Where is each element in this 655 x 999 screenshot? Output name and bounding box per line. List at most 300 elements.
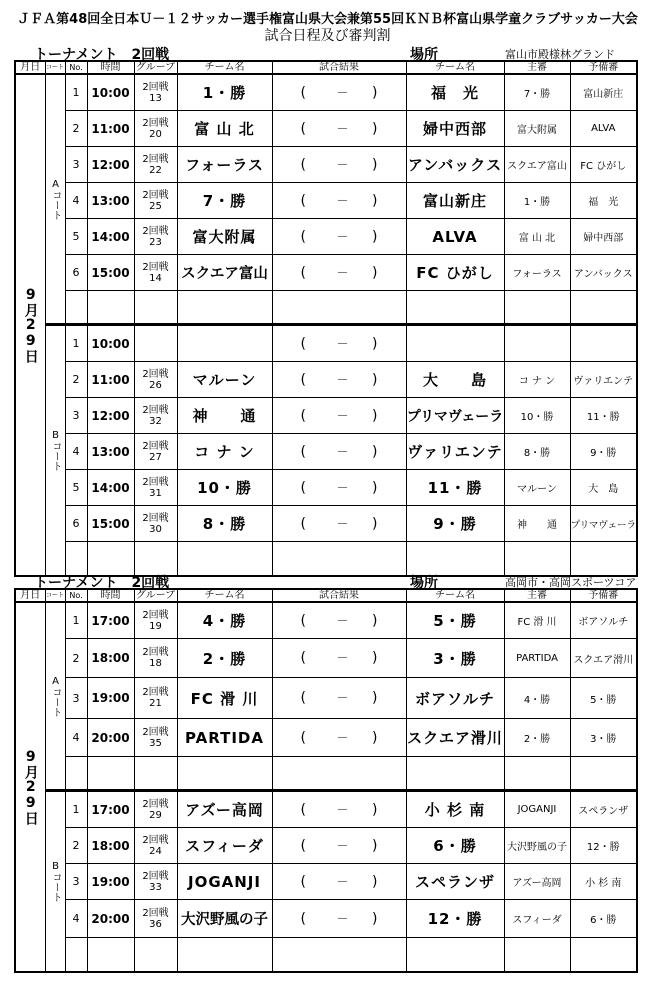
match-row <box>15 325 637 362</box>
team-b: 3・勝 <box>406 639 504 678</box>
team-b: 婦中西部 <box>406 111 504 147</box>
match-group-text: 2回戦13 <box>142 81 169 104</box>
empty-cell <box>87 291 134 325</box>
result-open-paren: ( <box>300 873 306 890</box>
header-team-a: チーム名 <box>177 589 272 602</box>
team-a: アズー高岡 <box>177 791 272 828</box>
result-close-paren: ) <box>372 729 378 746</box>
match-group <box>134 506 177 542</box>
match-number: 3 <box>65 864 87 900</box>
result-open-paren: ( <box>300 801 306 818</box>
result-open-paren: ( <box>300 192 306 209</box>
match-result[interactable] <box>272 470 406 506</box>
place-label: 場所 <box>410 575 438 591</box>
empty-cell <box>272 291 406 325</box>
match-group-text: 2回戦26 <box>142 368 169 391</box>
court-label: Aコート <box>45 602 65 791</box>
empty-cell <box>177 938 272 972</box>
team-a: JOGANJI <box>177 864 272 900</box>
result-close-paren: ) <box>372 192 378 209</box>
empty-cell <box>134 291 177 325</box>
match-result[interactable] <box>272 719 406 757</box>
match-number: 2 <box>65 639 87 678</box>
match-row <box>15 506 637 542</box>
match-row <box>15 470 637 506</box>
header-date: 月日 <box>15 61 45 74</box>
empty-cell <box>272 757 406 791</box>
result-dash: － <box>336 874 349 889</box>
tournament-label: トーナメント 2回戦 <box>34 575 170 591</box>
referee: FC 滑 川 <box>504 602 570 639</box>
result-open-paren: ( <box>300 612 306 629</box>
match-group <box>134 791 177 828</box>
result-open-paren: ( <box>300 228 306 245</box>
match-group-text: 2回戦18 <box>142 647 169 669</box>
match-number: 3 <box>65 678 87 719</box>
kickoff-time: 10:00 <box>87 325 134 362</box>
match-group-text: 2回戦29 <box>142 798 169 821</box>
empty-cell <box>177 291 272 325</box>
team-a: PARTIDA <box>177 719 272 757</box>
kickoff-time: 17:00 <box>87 602 134 639</box>
team-a: スクエア富山 <box>177 255 272 291</box>
reserve-referee: スペランザ <box>570 791 637 828</box>
referee: マルーン <box>504 470 570 506</box>
kickoff-time: 10:00 <box>87 74 134 111</box>
team-a: スフィーダ <box>177 828 272 864</box>
match-result[interactable] <box>272 864 406 900</box>
team-a: 神 通 <box>177 398 272 434</box>
court-label: Bコート <box>45 325 65 576</box>
match-number: 4 <box>65 900 87 938</box>
kickoff-time: 19:00 <box>87 678 134 719</box>
result-open-paren: ( <box>300 729 306 746</box>
result-dash: － <box>336 408 349 423</box>
result-open-paren: ( <box>300 690 306 706</box>
referee: 神 通 <box>504 506 570 542</box>
referee: 7・勝 <box>504 74 570 111</box>
team-b: スクエア滑川 <box>406 719 504 757</box>
result-dash: － <box>336 838 349 853</box>
match-number: 4 <box>65 183 87 219</box>
team-b: プリマヴェーラ <box>406 398 504 434</box>
match-number: 1 <box>65 602 87 639</box>
match-row <box>15 791 637 828</box>
empty-cell <box>65 291 87 325</box>
blank-row <box>15 757 637 791</box>
header-court: コート <box>45 61 65 74</box>
result-dash: － <box>336 157 349 172</box>
kickoff-time: 18:00 <box>87 639 134 678</box>
referee: 8・勝 <box>504 434 570 470</box>
kickoff-time: 12:00 <box>87 398 134 434</box>
match-group <box>134 325 177 362</box>
match-group-text: 2回戦33 <box>142 870 169 893</box>
reserve-referee: 富山新庄 <box>570 74 637 111</box>
empty-cell <box>134 757 177 791</box>
match-result[interactable] <box>272 434 406 470</box>
referee: 2・勝 <box>504 719 570 757</box>
team-b: 富山新庄 <box>406 183 504 219</box>
result-dash: － <box>336 690 349 705</box>
result-close-paren: ) <box>372 407 378 424</box>
match-row <box>15 219 637 255</box>
match-result[interactable] <box>272 325 406 362</box>
result-dash: － <box>336 516 349 531</box>
result-close-paren: ) <box>372 335 378 352</box>
match-group-text: 2回戦20 <box>142 117 169 140</box>
team-b <box>406 325 504 362</box>
match-group-text: 2回戦24 <box>142 834 169 857</box>
empty-cell <box>406 542 504 576</box>
match-number: 5 <box>65 219 87 255</box>
match-number: 2 <box>65 828 87 864</box>
match-group <box>134 398 177 434</box>
match-row <box>15 183 637 219</box>
empty-cell <box>570 938 637 972</box>
blank-row <box>15 291 637 325</box>
header-result: 試合結果 <box>272 61 406 74</box>
match-group <box>134 111 177 147</box>
empty-cell <box>504 542 570 576</box>
match-result[interactable] <box>272 74 406 111</box>
result-dash: － <box>336 265 349 280</box>
header-team-b: チーム名 <box>406 61 504 74</box>
result-dash: － <box>336 372 349 387</box>
result-dash: － <box>336 480 349 495</box>
team-b: 福 光 <box>406 74 504 111</box>
result-close-paren: ) <box>372 156 378 173</box>
team-a: 10・勝 <box>177 470 272 506</box>
reserve-referee: 小 杉 南 <box>570 864 637 900</box>
team-a <box>177 325 272 362</box>
match-result[interactable] <box>272 828 406 864</box>
result-open-paren: ( <box>300 120 306 137</box>
schedule-table <box>14 588 638 973</box>
header-ref: 主審 <box>504 589 570 602</box>
team-a: 富大附属 <box>177 219 272 255</box>
kickoff-time: 20:00 <box>87 719 134 757</box>
referee <box>504 325 570 362</box>
team-a: 富 山 北 <box>177 111 272 147</box>
match-group-text: 2回戦22 <box>142 153 169 176</box>
blank-row <box>15 938 637 972</box>
match-group <box>134 362 177 398</box>
match-date: 9月29日 <box>15 602 45 972</box>
reserve-referee: ボアソルチ <box>570 602 637 639</box>
result-dash: － <box>336 229 349 244</box>
empty-cell <box>504 291 570 325</box>
result-close-paren: ) <box>372 264 378 281</box>
kickoff-time: 11:00 <box>87 362 134 398</box>
match-row <box>15 362 637 398</box>
result-open-paren: ( <box>300 650 306 666</box>
match-result[interactable] <box>272 900 406 938</box>
match-row <box>15 900 637 938</box>
kickoff-time: 17:00 <box>87 791 134 828</box>
reserve-referee: 5・勝 <box>570 678 637 719</box>
referee: 大沢野風の子 <box>504 828 570 864</box>
match-row <box>15 111 637 147</box>
match-group <box>134 602 177 639</box>
result-close-paren: ) <box>372 371 378 388</box>
team-b: 9・勝 <box>406 506 504 542</box>
header-group: グループ <box>135 590 176 601</box>
kickoff-time: 12:00 <box>87 147 134 183</box>
result-open-paren: ( <box>300 84 306 101</box>
match-result[interactable] <box>272 111 406 147</box>
header-time: 時間 <box>87 61 134 74</box>
match-group <box>134 828 177 864</box>
result-close-paren: ) <box>372 837 378 854</box>
result-close-paren: ) <box>372 84 378 101</box>
match-number: 2 <box>65 362 87 398</box>
kickoff-time: 20:00 <box>87 900 134 938</box>
match-row <box>15 398 637 434</box>
match-group <box>134 219 177 255</box>
team-a: 大沢野風の子 <box>177 900 272 938</box>
reserve-referee: ヴァリエンテ <box>570 362 637 398</box>
result-open-paren: ( <box>300 335 306 352</box>
header-row <box>15 61 637 74</box>
kickoff-time: 11:00 <box>87 111 134 147</box>
result-close-paren: ) <box>372 910 378 927</box>
header-result: 試合結果 <box>272 589 406 602</box>
match-result[interactable] <box>272 506 406 542</box>
match-group-text: 2回戦36 <box>142 907 169 930</box>
result-dash: － <box>336 802 349 817</box>
kickoff-time: 14:00 <box>87 470 134 506</box>
header-sub: 予備審 <box>570 589 637 602</box>
kickoff-time: 19:00 <box>87 864 134 900</box>
match-group <box>134 147 177 183</box>
team-b: 5・勝 <box>406 602 504 639</box>
result-open-paren: ( <box>300 264 306 281</box>
team-a: 4・勝 <box>177 602 272 639</box>
match-number: 1 <box>65 325 87 362</box>
match-result[interactable] <box>272 398 406 434</box>
referee: 4・勝 <box>504 678 570 719</box>
reserve-referee: 9・勝 <box>570 434 637 470</box>
referee: JOGANJI <box>504 791 570 828</box>
match-group <box>134 719 177 757</box>
empty-cell <box>134 938 177 972</box>
header-row <box>15 589 637 602</box>
match-row <box>15 147 637 183</box>
match-result[interactable] <box>272 255 406 291</box>
match-group <box>134 74 177 111</box>
referee: スクエア富山 <box>504 147 570 183</box>
match-result[interactable] <box>272 219 406 255</box>
reserve-referee: 大 島 <box>570 470 637 506</box>
reserve-referee: スクエア滑川 <box>570 639 637 678</box>
match-date: 9月29日 <box>15 74 45 576</box>
result-open-paren: ( <box>300 443 306 460</box>
team-b: 大 島 <box>406 362 504 398</box>
venue-name: 富山市殿様林グランド <box>505 48 615 61</box>
match-result[interactable] <box>272 602 406 639</box>
reserve-referee: 6・勝 <box>570 900 637 938</box>
reserve-referee: ALVA <box>570 111 637 147</box>
match-group <box>134 183 177 219</box>
match-number: 1 <box>65 74 87 111</box>
reserve-referee: 婦中西部 <box>570 219 637 255</box>
match-row <box>15 74 637 111</box>
team-a: フォーラス <box>177 147 272 183</box>
match-number: 3 <box>65 398 87 434</box>
empty-cell <box>65 938 87 972</box>
schedule-table <box>14 60 638 577</box>
match-row <box>15 678 637 719</box>
referee: 10・勝 <box>504 398 570 434</box>
match-group-text: 2回戦31 <box>142 476 169 499</box>
match-result[interactable] <box>272 362 406 398</box>
court-label: Bコート <box>45 791 65 972</box>
result-dash: － <box>336 85 349 100</box>
match-group <box>134 470 177 506</box>
match-number: 3 <box>65 147 87 183</box>
match-result[interactable] <box>272 791 406 828</box>
reserve-referee: プリマヴェーラ <box>570 506 637 542</box>
kickoff-time: 15:00 <box>87 255 134 291</box>
referee: コ ナ ン <box>504 362 570 398</box>
result-open-paren: ( <box>300 837 306 854</box>
match-number: 2 <box>65 111 87 147</box>
court-label: Aコート <box>45 74 65 325</box>
header-ref: 主審 <box>504 61 570 74</box>
team-b: 6・勝 <box>406 828 504 864</box>
empty-cell <box>272 938 406 972</box>
team-b: 12・勝 <box>406 900 504 938</box>
referee: 富 山 北 <box>504 219 570 255</box>
result-close-paren: ) <box>372 443 378 460</box>
team-a: 8・勝 <box>177 506 272 542</box>
reserve-referee <box>570 325 637 362</box>
kickoff-time: 18:00 <box>87 828 134 864</box>
match-group-text: 2回戦23 <box>142 225 169 248</box>
match-group-text: 2回戦21 <box>142 687 169 709</box>
reserve-referee: 福 光 <box>570 183 637 219</box>
header-time: 時間 <box>87 589 134 602</box>
match-number: 6 <box>65 255 87 291</box>
empty-cell <box>87 938 134 972</box>
reserve-referee: 3・勝 <box>570 719 637 757</box>
match-row <box>15 828 637 864</box>
team-b: スペランザ <box>406 864 504 900</box>
team-b: 小 杉 南 <box>406 791 504 828</box>
team-b: ALVA <box>406 219 504 255</box>
team-a: FC 滑 川 <box>177 678 272 719</box>
match-row <box>15 255 637 291</box>
match-group-text: 2回戦14 <box>142 261 169 284</box>
match-group-text: 2回戦19 <box>142 609 169 632</box>
header-team-b: チーム名 <box>406 589 504 602</box>
team-a: 2・勝 <box>177 639 272 678</box>
result-dash: － <box>336 336 349 351</box>
empty-cell <box>177 542 272 576</box>
match-group-text: 2回戦35 <box>142 726 169 749</box>
blank-row <box>15 542 637 576</box>
empty-cell <box>504 757 570 791</box>
match-result[interactable] <box>272 639 406 678</box>
match-group <box>134 900 177 938</box>
match-row <box>15 602 637 639</box>
reserve-referee: 12・勝 <box>570 828 637 864</box>
result-close-paren: ) <box>372 120 378 137</box>
empty-cell <box>65 757 87 791</box>
result-dash: － <box>336 650 349 665</box>
empty-cell <box>87 757 134 791</box>
match-row <box>15 434 637 470</box>
referee: スフィーダ <box>504 900 570 938</box>
match-result[interactable] <box>272 183 406 219</box>
header-sub: 予備審 <box>570 61 637 74</box>
header-date: 月日 <box>15 589 45 602</box>
match-number: 1 <box>65 791 87 828</box>
document-title: ＪＦＡ第48回全日本Ｕ－１２サッカー選手権富山県大会兼第55回ＫＮＢ杯富山県学童クラブサッカー大会 <box>17 12 638 27</box>
team-b: FC ひがし <box>406 255 504 291</box>
header-no: No. <box>65 589 87 602</box>
match-number: 4 <box>65 434 87 470</box>
match-group-text: 2回戦27 <box>142 440 169 463</box>
empty-cell <box>570 542 637 576</box>
header-court: コート <box>45 589 65 602</box>
reserve-referee: アンバックス <box>570 255 637 291</box>
reserve-referee: FC ひがし <box>570 147 637 183</box>
match-group-text: 2回戦32 <box>142 404 169 427</box>
match-result[interactable] <box>272 678 406 719</box>
match-group <box>134 678 177 719</box>
match-group-text: 2回戦30 <box>142 512 169 535</box>
match-result[interactable] <box>272 147 406 183</box>
team-b: 11・勝 <box>406 470 504 506</box>
referee: PARTIDA <box>504 639 570 678</box>
match-group-text: 2回戦25 <box>142 189 169 212</box>
result-dash: － <box>336 193 349 208</box>
referee: フォーラス <box>504 255 570 291</box>
result-dash: － <box>336 730 349 745</box>
empty-cell <box>570 757 637 791</box>
result-close-paren: ) <box>372 515 378 532</box>
empty-cell <box>134 542 177 576</box>
venue-name: 高岡市・高岡スポーツコア <box>505 576 637 589</box>
kickoff-time: 15:00 <box>87 506 134 542</box>
header-team-a: チーム名 <box>177 61 272 74</box>
result-close-paren: ) <box>372 228 378 245</box>
team-a: コ ナ ン <box>177 434 272 470</box>
result-dash: － <box>336 911 349 926</box>
match-group <box>134 639 177 678</box>
empty-cell <box>272 542 406 576</box>
empty-cell <box>87 542 134 576</box>
result-close-paren: ) <box>372 873 378 890</box>
match-row <box>15 639 637 678</box>
header-group: グループ <box>135 62 176 73</box>
empty-cell <box>177 757 272 791</box>
empty-cell <box>504 938 570 972</box>
team-a: 7・勝 <box>177 183 272 219</box>
result-dash: － <box>336 121 349 136</box>
match-group <box>134 864 177 900</box>
kickoff-time: 14:00 <box>87 219 134 255</box>
result-open-paren: ( <box>300 479 306 496</box>
team-b: ヴァリエンテ <box>406 434 504 470</box>
match-number: 4 <box>65 719 87 757</box>
empty-cell <box>65 542 87 576</box>
result-dash: － <box>336 444 349 459</box>
team-b: ボアソルチ <box>406 678 504 719</box>
match-number: 5 <box>65 470 87 506</box>
